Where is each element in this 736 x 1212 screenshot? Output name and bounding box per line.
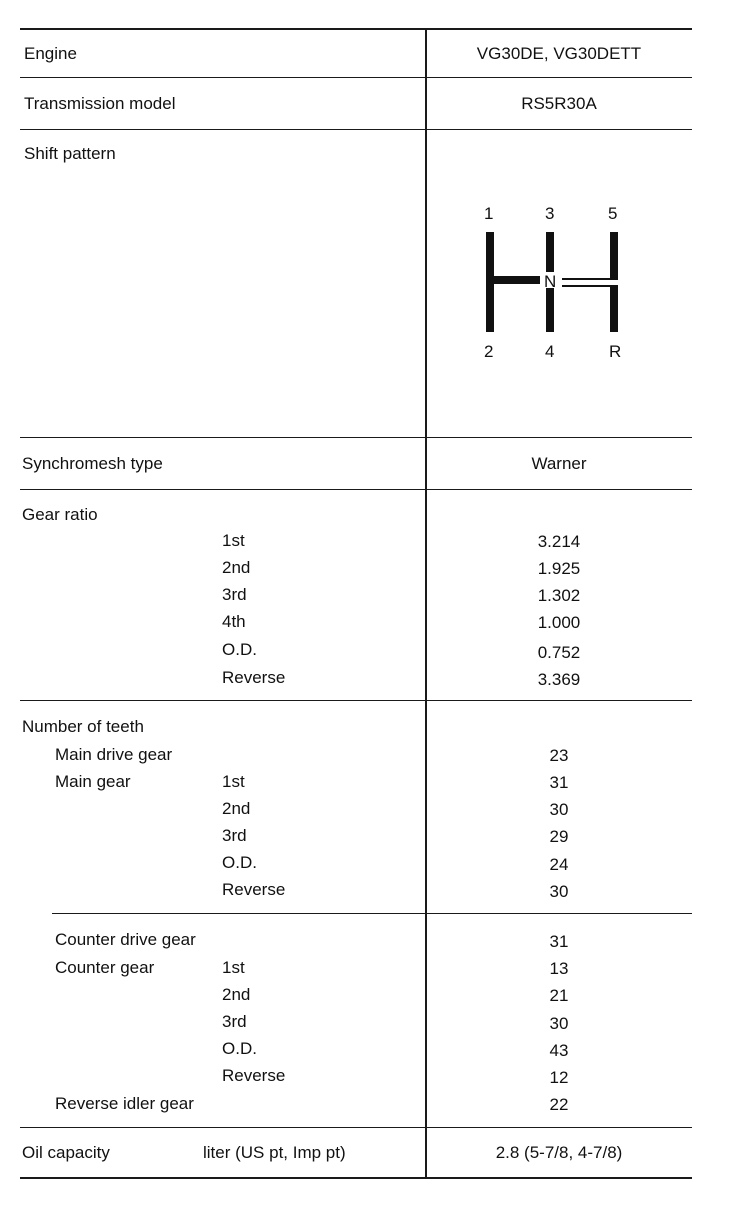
reverse-label: R: [609, 342, 622, 361]
gear-ratio-label: Gear ratio: [22, 505, 98, 524]
synchro-label: Synchromesh type: [22, 454, 163, 473]
ratio-od-value: 0.752: [537, 643, 581, 662]
oil-capacity-unit: liter (US pt, Imp pt): [203, 1143, 346, 1162]
main-1st-value: 31: [549, 773, 569, 792]
counter-3rd-value: 30: [549, 1014, 569, 1033]
counter-gear-label: Counter gear: [55, 958, 155, 977]
counter-reverse-label: Reverse: [222, 1066, 286, 1085]
main-od-label: O.D.: [222, 853, 257, 872]
teeth-label: Number of teeth: [22, 717, 144, 736]
row-divider-ratio: [20, 700, 692, 701]
gear-2-label: 2: [484, 342, 494, 361]
main-reverse-label: Reverse: [222, 880, 286, 899]
row-divider-shift: [20, 437, 692, 438]
ratio-3rd-label: 3rd: [222, 585, 247, 604]
ratio-4th-value: 1.000: [537, 613, 581, 632]
gear-5-label: 5: [608, 204, 618, 223]
main-od-value: 24: [549, 855, 569, 874]
transmission-value: RS5R30A: [521, 94, 597, 113]
main-3rd-value: 29: [549, 827, 569, 846]
counter-reverse-value: 12: [549, 1068, 569, 1087]
counter-od-value: 43: [549, 1041, 569, 1060]
main-2nd-label: 2nd: [222, 799, 251, 818]
row-divider-engine: [20, 77, 692, 78]
engine-label: Engine: [24, 44, 77, 63]
ratio-3rd-value: 1.302: [537, 586, 581, 605]
counter-drive-gear-value: 31: [549, 932, 569, 951]
counter-od-label: O.D.: [222, 1039, 257, 1058]
main-gear-label: Main gear: [55, 772, 131, 791]
gear-4-label: 4: [545, 342, 555, 361]
main-drive-gear-label: Main drive gear: [55, 745, 173, 764]
ratio-1st-label: 1st: [222, 531, 245, 550]
main-3rd-label: 3rd: [222, 826, 247, 845]
ratio-2nd-label: 2nd: [222, 558, 251, 577]
table-top-border: [20, 28, 692, 30]
ratio-1st-value: 3.214: [537, 532, 581, 551]
shift-pattern-lines: [470, 200, 670, 370]
ratio-od-label: O.D.: [222, 640, 257, 659]
transmission-label: Transmission model: [24, 94, 176, 113]
reverse-idler-gear-value: 22: [549, 1095, 569, 1114]
oil-capacity-value: 2.8 (5-7/8, 4-7/8): [495, 1143, 623, 1162]
counter-1st-label: 1st: [222, 958, 245, 977]
counter-2nd-label: 2nd: [222, 985, 251, 1004]
main-1st-label: 1st: [222, 772, 245, 791]
row-divider-teeth: [20, 1127, 692, 1128]
main-reverse-value: 30: [549, 882, 569, 901]
oil-capacity-label: Oil capacity: [22, 1143, 110, 1162]
engine-value: VG30DE, VG30DETT: [476, 44, 642, 63]
counter-2nd-value: 21: [549, 986, 569, 1005]
row-divider-transmission: [20, 129, 692, 130]
gear-3-label: 3: [545, 204, 555, 223]
counter-drive-gear-label: Counter drive gear: [55, 930, 196, 949]
gear-1-label: 1: [484, 204, 494, 223]
main-drive-gear-value: 23: [549, 746, 569, 765]
main-2nd-value: 30: [549, 800, 569, 819]
table-bottom-border: [20, 1177, 692, 1179]
counter-1st-value: 13: [549, 959, 569, 978]
ratio-reverse-label: Reverse: [222, 668, 286, 687]
synchro-value: Warner: [531, 454, 587, 473]
row-divider-synchro: [20, 489, 692, 490]
ratio-4th-label: 4th: [222, 612, 246, 631]
ratio-2nd-value: 1.925: [537, 559, 581, 578]
neutral-label: N: [544, 272, 557, 291]
row-divider-main-gear: [52, 913, 692, 914]
reverse-idler-gear-label: Reverse idler gear: [55, 1094, 194, 1113]
ratio-reverse-value: 3.369: [537, 670, 581, 689]
counter-3rd-label: 3rd: [222, 1012, 247, 1031]
shift-pattern-label: Shift pattern: [24, 144, 116, 163]
